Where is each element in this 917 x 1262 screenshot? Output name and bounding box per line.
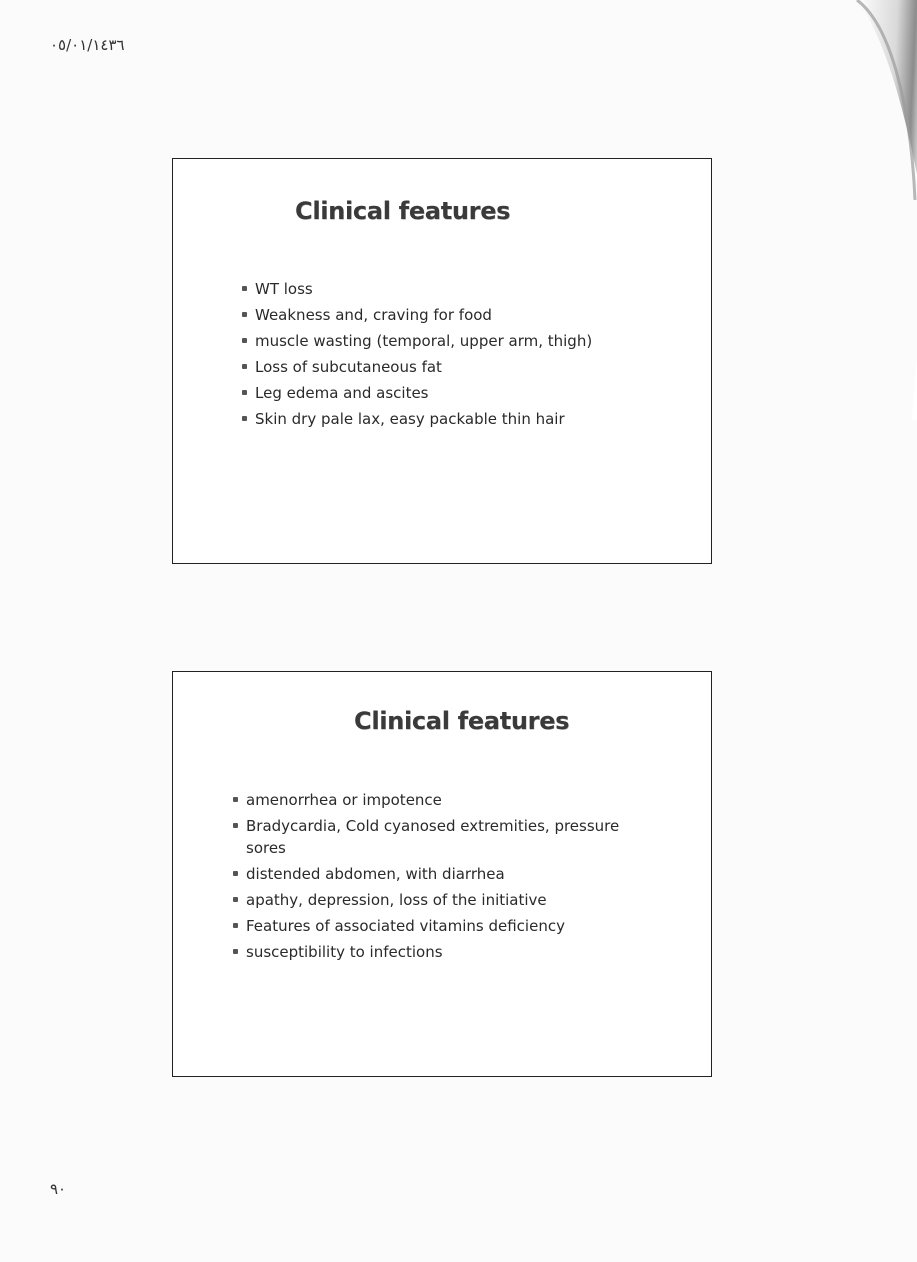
list-item [232, 889, 632, 911]
square-bullet-icon [233, 949, 238, 954]
square-bullet-icon [233, 871, 238, 876]
slide-1-bullet-list [241, 278, 641, 434]
square-bullet-icon [242, 286, 247, 291]
list-item [232, 815, 632, 859]
square-bullet-icon [233, 797, 238, 802]
slide-2-title: Clinical features [354, 707, 570, 735]
list-item-text: WT loss [255, 280, 313, 298]
slide-2 [172, 671, 712, 1077]
list-item [241, 304, 641, 326]
square-bullet-icon [242, 364, 247, 369]
slide-1 [172, 158, 712, 564]
page-number: ٩٠ [50, 1180, 67, 1198]
list-item [241, 356, 641, 378]
list-item-text: susceptibility to infections [246, 943, 443, 961]
list-item-text: amenorrhea or impotence [246, 791, 442, 809]
list-item [232, 941, 632, 963]
list-item [232, 789, 632, 811]
slide-2-bullet-list [232, 789, 632, 967]
square-bullet-icon [242, 416, 247, 421]
list-item-text: apathy, depression, loss of the initiative [246, 891, 547, 909]
square-bullet-icon [233, 897, 238, 902]
list-item [241, 408, 641, 430]
list-item [232, 863, 632, 885]
list-item-text: Features of associated vitamins deficiency [246, 917, 565, 935]
square-bullet-icon [242, 312, 247, 317]
list-item [241, 330, 641, 352]
square-bullet-icon [233, 823, 238, 828]
list-item [241, 382, 641, 404]
list-item-text: Leg edema and ascites [255, 384, 429, 402]
list-item [232, 915, 632, 937]
square-bullet-icon [242, 390, 247, 395]
list-item [241, 278, 641, 300]
square-bullet-icon [233, 923, 238, 928]
list-item-text: Weakness and, craving for food [255, 306, 492, 324]
slide-1-title: Clinical features [295, 197, 511, 225]
list-item-text: Skin dry pale lax, easy packable thin hair [255, 410, 565, 428]
list-item-text: distended abdomen, with diarrhea [246, 865, 505, 883]
square-bullet-icon [242, 338, 247, 343]
list-item-text: Loss of subcutaneous fat [255, 358, 442, 376]
list-item-text: muscle wasting (temporal, upper arm, thigh) [255, 332, 593, 350]
list-item-text: Bradycardia, Cold cyanosed extremities, pressure sores [246, 817, 620, 857]
page-date-stamp: ٠٥/٠١/١٤٣٦ [50, 36, 125, 54]
